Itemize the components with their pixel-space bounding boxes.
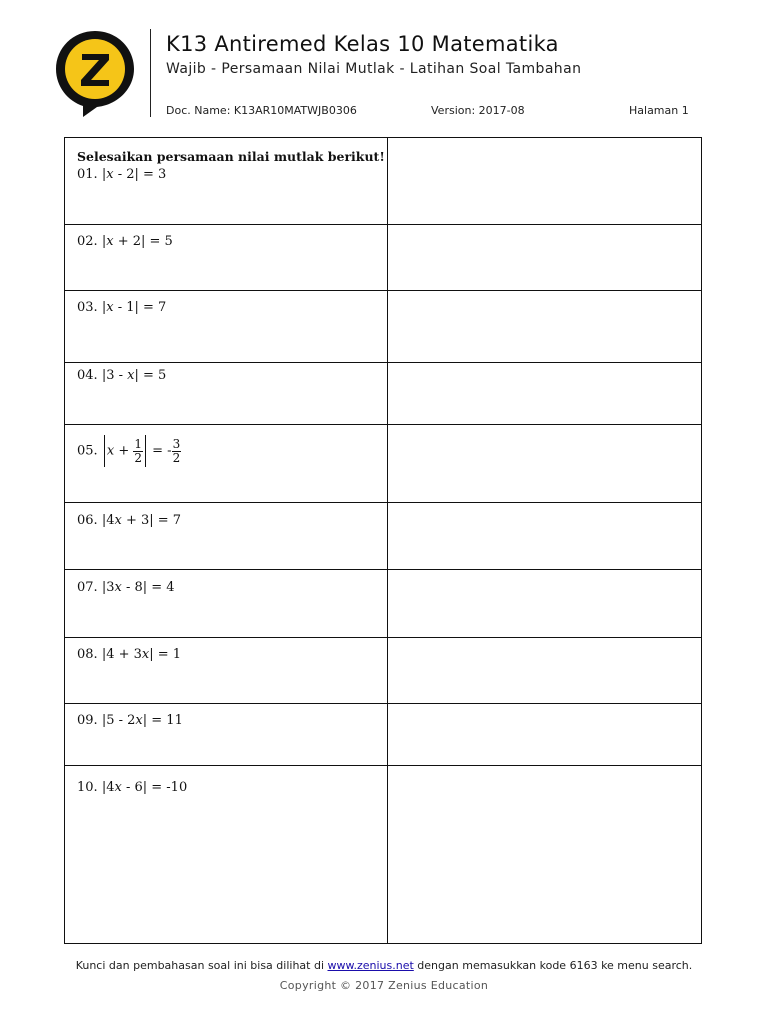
question-row (65, 138, 701, 225)
question-row (65, 704, 701, 766)
question-row (65, 363, 701, 425)
question-04: 04. |3 - x| = 5 (77, 368, 167, 383)
question-05: 05. x + $\frac{1}{2}$ = - $\frac{3}{2}$ (77, 435, 181, 467)
question-01: 01. |x - 2| = 3 (77, 167, 167, 182)
instruction-text: Selesaikan persamaan nilai mutlak berikut! (77, 149, 385, 164)
question-row (65, 425, 701, 503)
page-number: Halaman 1 (629, 104, 689, 117)
question-08: 08. |4 + 3x| = 1 (77, 647, 182, 662)
document-title: K13 Antiremed Kelas 10 Matematika (166, 32, 559, 56)
header-divider (150, 29, 151, 117)
doc-version: Version: 2017-08 (431, 104, 525, 117)
copyright-text: Copyright © 2017 Zenius Education (279, 979, 489, 992)
question-03: 03. |x - 1| = 7 (77, 300, 167, 315)
worksheet-table (64, 137, 702, 944)
question-row (65, 570, 701, 638)
question-06: 06. |4x + 3| = 7 (77, 513, 182, 528)
document-subtitle: Wajib - Persamaan Nilai Mutlak - Latihan Soal Tambahan (166, 61, 582, 77)
question-row (65, 503, 701, 570)
question-07: 07. |3x - 8| = 4 (77, 580, 175, 595)
zenius-logo-icon (53, 29, 137, 119)
doc-name: Doc. Name: K13AR10MATWJB0306 (166, 104, 357, 117)
question-row (65, 638, 701, 704)
question-row (65, 225, 701, 291)
question-02: 02. |x + 2| = 5 (77, 234, 173, 249)
question-row (65, 766, 701, 943)
zenius-link[interactable]: www.zenius.net (327, 959, 414, 972)
question-09: 09. |5 - 2x| = 11 (77, 713, 183, 728)
footer-note: Kunci dan pembahasan soal ini bisa dilihat di www.zenius.net dengan memasukkan kode 6163 ke menu search. (75, 959, 693, 972)
question-10: 10. |4x - 6| = -10 (77, 780, 188, 795)
question-row (65, 291, 701, 363)
